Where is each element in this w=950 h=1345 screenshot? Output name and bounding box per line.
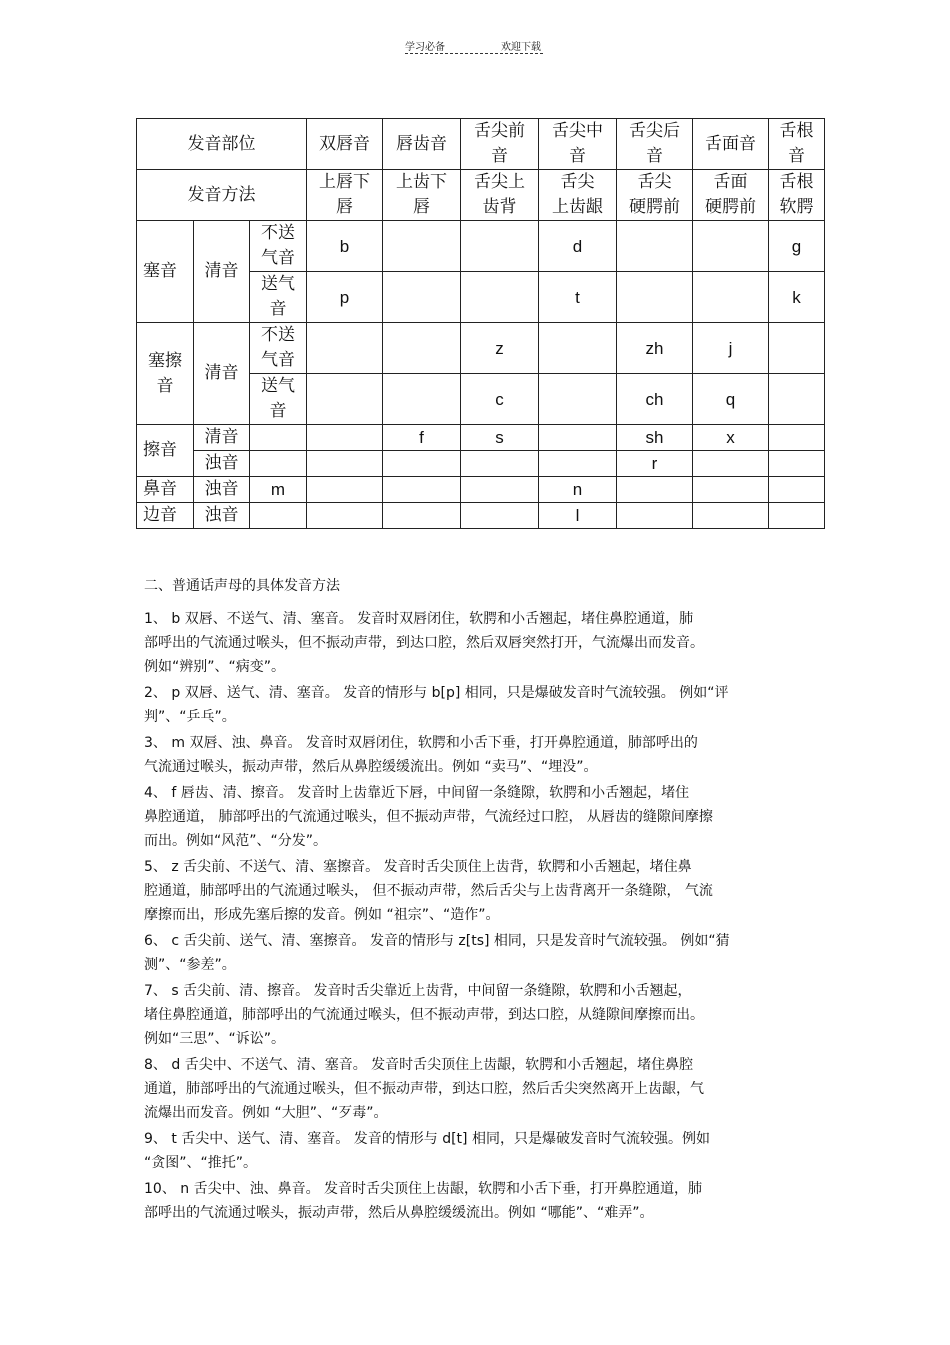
header-cell: 唇齿音 [383, 119, 461, 170]
phoneme-cell [769, 503, 825, 529]
voicing-cell: 浊音 [194, 451, 250, 477]
phoneme-cell: sh [617, 425, 693, 451]
phoneme-cell: g [769, 221, 825, 272]
table-row [137, 323, 825, 374]
phoneme-cell [617, 503, 693, 529]
voicing-cell: 清音 [194, 323, 250, 425]
paragraph-line: 测”、“参差”。 [144, 957, 236, 973]
consonant-table [136, 118, 825, 529]
phoneme-cell [769, 477, 825, 503]
phoneme-cell [693, 503, 769, 529]
paragraph-line: 流爆出而发音。例如 “大胆”、“歹毒”。 [144, 1105, 388, 1121]
phoneme-cell [693, 221, 769, 272]
phoneme-cell [693, 272, 769, 323]
aspiration-cell: 送气 音 [250, 374, 307, 425]
paragraph-line: 7、 s 舌尖前、清、擦音。 发音时舌尖靠近上齿背，中间留一条缝隙，软腭和小舌翘起， [144, 983, 692, 999]
header-cell: 上齿下 唇 [383, 170, 461, 221]
article-body [144, 575, 824, 1227]
paragraph-line: 而出。例如“风范”、“分发”。 [144, 833, 328, 849]
header-cell: 舌尖前 音 [461, 119, 539, 170]
table-row [137, 221, 825, 272]
aspiration-cell: 送气 音 [250, 272, 307, 323]
phoneme-cell: p [307, 272, 383, 323]
phoneme-cell [383, 451, 461, 477]
paragraph [144, 681, 824, 729]
voicing-cell: 清音 [194, 425, 250, 451]
header-cell: 双唇音 [307, 119, 383, 170]
header-cell: 发音方法 [137, 170, 307, 221]
phoneme-cell: t [539, 272, 617, 323]
paragraph-line: 9、 t 舌尖中、送气、清、塞音。 发音的情形与 d[t] 相同，只是爆破发音时气流较强。例如 [144, 1131, 710, 1147]
header-divider [405, 53, 543, 54]
header-cell: 舌根 音 [769, 119, 825, 170]
paragraph-list [144, 607, 824, 1225]
paragraph-line: 判”、“乒乓”。 [144, 709, 236, 725]
table-row [137, 425, 825, 451]
phoneme-cell: x [693, 425, 769, 451]
phoneme-cell: b [307, 221, 383, 272]
phoneme-cell [617, 477, 693, 503]
phoneme-cell [769, 374, 825, 425]
table-row [137, 503, 825, 529]
phoneme-cell: zh [617, 323, 693, 374]
paragraph-line: 通道，肺部呼出的气流通过喉头，但不振动声带，到达口腔，然后舌尖突然离开上齿龈，气 [144, 1081, 704, 1097]
phoneme-cell [307, 477, 383, 503]
paragraph-line: 2、 p 双唇、送气、清、塞音。 发音的情形与 b[p] 相同，只是爆破发音时气流较强。 例如“评 [144, 685, 729, 701]
phoneme-cell [769, 451, 825, 477]
phoneme-cell: l [539, 503, 617, 529]
paragraph-line: 摩擦而出，形成先塞后擦的发音。例如 “祖宗”、“造作”。 [144, 907, 500, 923]
paragraph-line: 6、 c 舌尖前、送气、清、塞擦音。 发音的情形与 z[ts] 相同，只是发音时气流较强。 例如“猜 [144, 933, 730, 949]
phoneme-cell: k [769, 272, 825, 323]
phoneme-cell [461, 221, 539, 272]
table-row [137, 170, 825, 221]
paragraph-line: 堵住鼻腔通道，肺部呼出的气流通过喉头，但不振动声带，到达口腔，从缝隙间摩擦而出。 [144, 1007, 704, 1023]
phoneme-cell [617, 272, 693, 323]
manner-cell: 擦音 [137, 425, 194, 477]
voicing-cell: 浊音 [194, 477, 250, 503]
paragraph-line: 例如“辨别”、“病变”。 [144, 659, 286, 675]
paragraph [144, 731, 824, 779]
phoneme-cell: c [461, 374, 539, 425]
table-row [137, 119, 825, 170]
phoneme-cell [539, 425, 617, 451]
header-cell: 舌尖 硬腭前 [617, 170, 693, 221]
voicing-cell: 清音 [194, 221, 250, 323]
phoneme-cell [769, 323, 825, 374]
paragraph-line: 3、 m 双唇、浊、鼻音。 发音时双唇闭住，软腭和小舌下垂，打开鼻腔通道，肺部呼出的 [144, 735, 698, 751]
phoneme-cell [693, 477, 769, 503]
phoneme-cell [461, 451, 539, 477]
phoneme-cell [539, 374, 617, 425]
phoneme-cell: n [539, 477, 617, 503]
phoneme-cell [250, 425, 307, 451]
phoneme-cell [383, 374, 461, 425]
phoneme-cell [383, 221, 461, 272]
phoneme-cell [250, 451, 307, 477]
phoneme-cell: r [617, 451, 693, 477]
paragraph-line: 腔通道，肺部呼出的气流通过喉头， 但不振动声带，然后舌尖与上齿背离开一条缝隙， 气流 [144, 883, 713, 899]
phoneme-cell [769, 425, 825, 451]
header-cell: 发音部位 [137, 119, 307, 170]
phoneme-cell [383, 323, 461, 374]
section-title: 二、普通话声母的具体发音方法 [144, 578, 340, 594]
phoneme-cell [307, 425, 383, 451]
phoneme-cell [539, 451, 617, 477]
phoneme-cell [307, 323, 383, 374]
phoneme-cell: f [383, 425, 461, 451]
phoneme-cell [693, 451, 769, 477]
phoneme-cell: d [539, 221, 617, 272]
paragraph-line: 部呼出的气流通过喉头，振动声带，然后从鼻腔缓缓流出。例如 “哪能”、“难弄”。 [144, 1205, 654, 1221]
header-left-text: 学习必备 [405, 42, 445, 53]
phoneme-cell [307, 374, 383, 425]
phoneme-cell: m [250, 477, 307, 503]
phoneme-cell: ch [617, 374, 693, 425]
phoneme-cell [307, 503, 383, 529]
phoneme-cell [250, 503, 307, 529]
header-cell: 舌面 硬腭前 [693, 170, 769, 221]
paragraph [144, 1127, 824, 1175]
manner-cell: 边音 [137, 503, 194, 529]
manner-cell: 塞音 [137, 221, 194, 323]
paragraph-line: “贪图”、“推托”。 [144, 1155, 258, 1171]
paragraph [144, 929, 824, 977]
aspiration-cell: 不送 气音 [250, 323, 307, 374]
header-cell: 舌面音 [693, 119, 769, 170]
paragraph [144, 781, 824, 853]
paragraph-line: 例如“三思”、“诉讼”。 [144, 1031, 286, 1047]
paragraph [144, 1177, 824, 1225]
paragraph [144, 979, 824, 1051]
header-cell: 舌尖上 齿背 [461, 170, 539, 221]
paragraph [144, 855, 824, 927]
header-cell: 舌尖 上齿龈 [539, 170, 617, 221]
phoneme-cell [383, 503, 461, 529]
paragraph [144, 1053, 824, 1125]
phoneme-cell [461, 272, 539, 323]
phoneme-cell: s [461, 425, 539, 451]
phoneme-cell: q [693, 374, 769, 425]
table-row [137, 477, 825, 503]
paragraph-line: 鼻腔通道， 肺部呼出的气流通过喉头，但不振动声带，气流经过口腔， 从唇齿的缝隙间摩擦 [144, 809, 713, 825]
paragraph-line: 5、 z 舌尖前、不送气、清、塞擦音。 发音时舌尖顶住上齿背，软腭和小舌翘起，堵住鼻 [144, 859, 692, 875]
phoneme-cell [461, 477, 539, 503]
paragraph-line: 10、 n 舌尖中、浊、鼻音。 发音时舌尖顶住上齿龈，软腭和小舌下垂，打开鼻腔通道，肺 [144, 1181, 703, 1197]
phoneme-cell: j [693, 323, 769, 374]
paragraph-line: 8、 d 舌尖中、不送气、清、塞音。 发音时舌尖顶住上齿龈，软腭和小舌翘起，堵住鼻腔 [144, 1057, 694, 1073]
header-cell: 舌根 软腭 [769, 170, 825, 221]
paragraph-line: 1、 b 双唇、不送气、清、塞音。 发音时双唇闭住，软腭和小舌翘起，堵住鼻腔通道，肺 [144, 611, 694, 627]
phoneme-cell: z [461, 323, 539, 374]
phoneme-cell [539, 323, 617, 374]
paragraph-line: 4、 f 唇齿、清、擦音。 发音时上齿靠近下唇，中间留一条缝隙，软腭和小舌翘起，堵住 [144, 785, 690, 801]
header-cell: 舌尖中 音 [539, 119, 617, 170]
header-cell: 舌尖后 音 [617, 119, 693, 170]
paragraph [144, 607, 824, 679]
aspiration-cell: 不送 气音 [250, 221, 307, 272]
phoneme-cell [461, 503, 539, 529]
header-cell: 上唇下 唇 [307, 170, 383, 221]
header-right-text: 欢迎下载 [501, 42, 541, 53]
phoneme-cell [383, 272, 461, 323]
phoneme-cell [617, 221, 693, 272]
paragraph-line: 部呼出的气流通过喉头，但不振动声带，到达口腔，然后双唇突然打开，气流爆出而发音。 [144, 635, 704, 651]
table-row [137, 451, 825, 477]
paragraph-line: 气流通过喉头，振动声带，然后从鼻腔缓缓流出。例如 “卖马”、“埋没”。 [144, 759, 598, 775]
manner-cell: 鼻音 [137, 477, 194, 503]
voicing-cell: 浊音 [194, 503, 250, 529]
manner-cell: 塞擦 音 [137, 323, 194, 425]
phoneme-cell [307, 451, 383, 477]
phoneme-cell [383, 477, 461, 503]
